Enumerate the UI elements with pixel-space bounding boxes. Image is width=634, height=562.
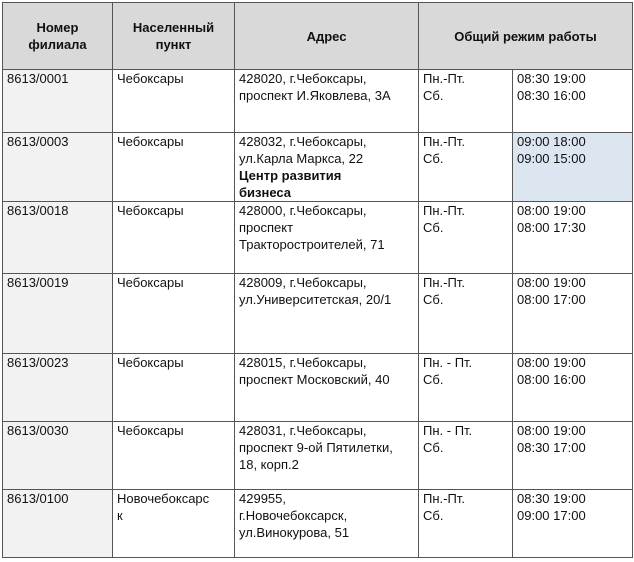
table-row [3, 354, 633, 422]
table-row [3, 70, 633, 133]
hours: 08:00 19:00 08:00 17:30 [513, 202, 633, 274]
hours: 08:00 19:00 08:30 17:00 [513, 422, 633, 490]
address: 428009, г.Чебоксары, ул.Университетская, 20/1 [235, 274, 419, 354]
address-note: бизнеса [239, 185, 292, 200]
locality: Чебоксары [113, 422, 235, 490]
days: Пн.-Пт. Сб. [419, 202, 513, 274]
header-address: Адрес [235, 3, 419, 70]
hours: 08:00 19:00 08:00 16:00 [513, 354, 633, 422]
header-schedule: Общий режим работы [419, 3, 633, 70]
table-row [3, 133, 633, 202]
header-branch: Номер филиала [3, 3, 113, 70]
days: Пн.-Пт. Сб. [419, 490, 513, 558]
hours: 09:00 18:00 09:00 15:00 [513, 133, 633, 202]
table-header-row [3, 3, 633, 70]
address: 428020, г.Чебоксары, проспект И.Яковлева, 3А [235, 70, 419, 133]
table-row [3, 202, 633, 274]
address: 429955, г.Новочебоксарск, ул.Винокурова, 51 [235, 490, 419, 558]
branch-id: 8613/0100 [3, 490, 113, 558]
locality: Чебоксары [113, 354, 235, 422]
table-row [3, 490, 633, 558]
branch-id: 8613/0023 [3, 354, 113, 422]
address: 428015, г.Чебоксары, проспект Московский, 40 [235, 354, 419, 422]
branch-id: 8613/0019 [3, 274, 113, 354]
locality: Новочебоксарс к [113, 490, 235, 558]
branch-id: 8613/0001 [3, 70, 113, 133]
days: Пн.-Пт. Сб. [419, 274, 513, 354]
address-note: Центр развития [239, 168, 342, 183]
days: Пн. - Пт. Сб. [419, 354, 513, 422]
address: 428000, г.Чебоксары, проспект Тракторостроителей, 71 [235, 202, 419, 274]
locality: Чебоксары [113, 70, 235, 133]
address: 428032, г.Чебоксары, ул.Карла Маркса, 22 Центр развития бизнеса [235, 133, 419, 202]
header-locality: Населенный пункт [113, 3, 235, 70]
days: Пн. - Пт. Сб. [419, 422, 513, 490]
locality: Чебоксары [113, 274, 235, 354]
branch-id: 8613/0003 [3, 133, 113, 202]
locality: Чебоксары [113, 202, 235, 274]
locality: Чебоксары [113, 133, 235, 202]
branch-schedule-table [2, 2, 633, 558]
branch-id: 8613/0018 [3, 202, 113, 274]
days: Пн.-Пт. Сб. [419, 70, 513, 133]
table-row [3, 422, 633, 490]
table-row [3, 274, 633, 354]
address: 428031, г.Чебоксары, проспект 9-ой Пятилетки, 18, корп.2 [235, 422, 419, 490]
hours: 08:30 19:00 09:00 17:00 [513, 490, 633, 558]
branch-id: 8613/0030 [3, 422, 113, 490]
hours: 08:00 19:00 08:00 17:00 [513, 274, 633, 354]
hours: 08:30 19:00 08:30 16:00 [513, 70, 633, 133]
days: Пн.-Пт. Сб. [419, 133, 513, 202]
